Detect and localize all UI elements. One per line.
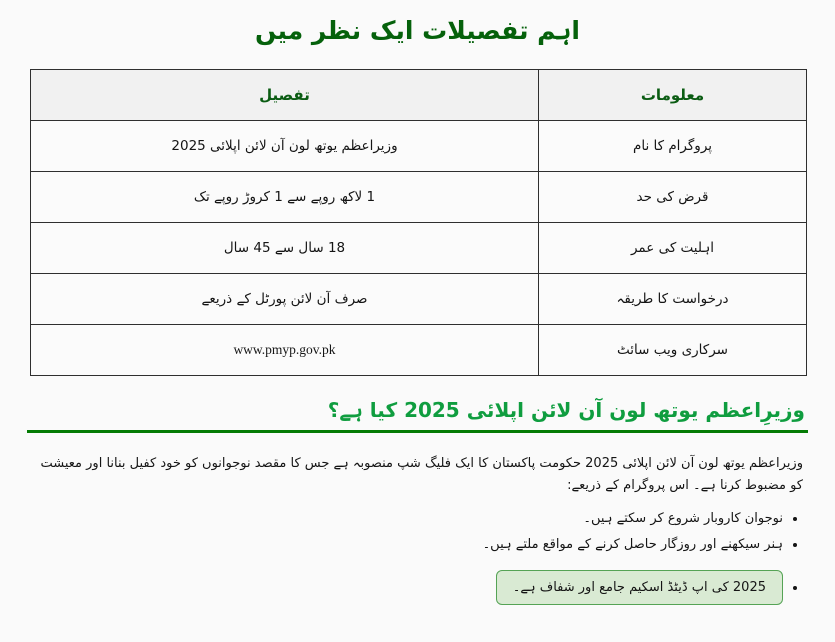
section-heading: وزیرِاعظم یوتھ لون آن لائن اپلائی 2025 کیا ہے؟ [327,398,805,422]
cell-eligible-age-value: 18 سال سے 45 سال [31,223,539,274]
benefits-list [30,511,805,605]
cell-loan-limit-label: قرض کی حد [539,172,807,223]
cell-apply-method-value: صرف آن لائن پورٹل کے ذریعے [31,274,539,325]
cell-apply-method-label: درخواست کا طریقہ [539,274,807,325]
cell-official-website-label: سرکاری ویب سائٹ [539,325,807,376]
cell-loan-limit-value: 1 لاکھ روپے سے 1 کروڑ روپے تک [31,172,539,223]
intro-paragraph: وزیراعظم یوتھ لون آن لائن اپلائی 2025 حکومت پاکستان کا ایک فلیگ شپ منصوبہ ہے جس کا مقصد نوجوانوں کو خود کفیل بنانا اور معیشت کو مضبوط کرنا ہے۔ اس پروگرام کے ذریعے: [40,456,803,494]
table-row [31,223,807,274]
page-title: اہم تفصیلات ایک نظر میں [255,16,580,45]
list-item: • ہنر سیکھنے اور روزگار حاصل کرنے کے مواقع ملتے ہیں۔ [30,537,783,552]
list-item: • نوجوان کاروبار شروع کر سکتے ہیں۔ [30,511,783,526]
column-header-detail: تفصیل [31,70,539,121]
cell-program-name-value: وزیراعظم یوتھ لون آن لائن اپلائی 2025 [31,121,539,172]
table-row [31,172,807,223]
table-row [31,274,807,325]
table-row [31,325,807,376]
cell-official-website-value: www.pmyp.gov.pk [31,325,539,376]
details-table [30,69,807,376]
list-item [30,570,783,605]
table-row [31,121,807,172]
highlight-note: 2025 کی اپ ڈیٹڈ اسکیم جامع اور شفاف ہے۔ [496,570,783,605]
table-header-row [31,70,807,121]
column-header-info: معلومات [539,70,807,121]
cell-eligible-age-label: اہلیت کی عمر [539,223,807,274]
cell-program-name-label: پروگرام کا نام [539,121,807,172]
section-divider [27,430,808,433]
